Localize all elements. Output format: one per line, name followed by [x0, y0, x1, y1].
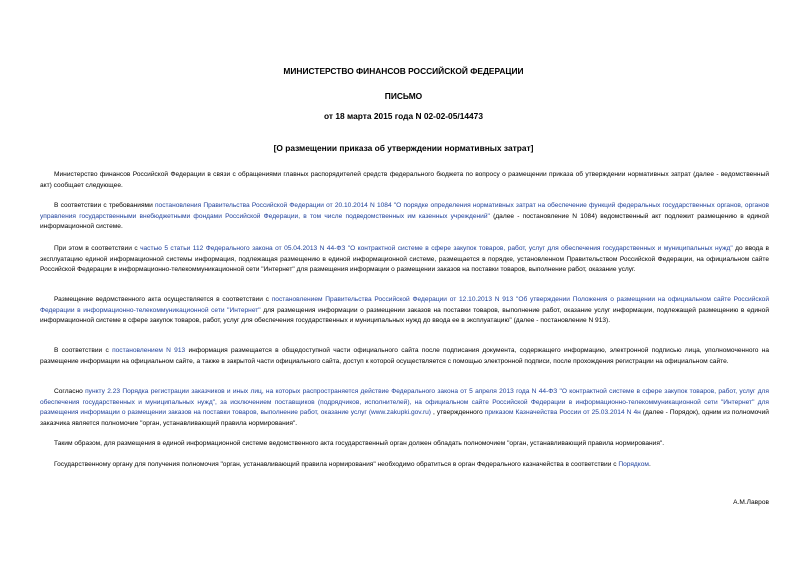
- paragraph-1-text: Министерство финансов Российской Федерации в связи с обращениями главных распорядителей средств федерального бюджета по вопросу о размещении приказа об утверждении нормативных затрат (далее - ведомственный акт) сообщает следующее.: [40, 171, 769, 189]
- paragraph-8-text-1: Государственному органу для получения полномочия "орган, устанавливающий правила нормирования" необходимо обратиться в орган Федерального казначейства в соответствии с: [54, 461, 619, 468]
- link-procedure[interactable]: Порядком: [618, 461, 649, 468]
- paragraph-2-text-1: В соответствии с требованиями: [54, 202, 155, 209]
- paragraph-7: [40, 439, 769, 450]
- paragraph-8: [40, 460, 769, 471]
- paragraph-4-text-1: Размещение ведомственного акта осуществляется в соответствии с: [54, 296, 272, 303]
- paragraph-2-text-2: (далее - постановление N 1084) ведомственный акт подлежит размещению в единой информационной системе.: [40, 212, 769, 231]
- paragraph-4: [40, 295, 769, 327]
- paragraph-3: [40, 244, 769, 276]
- paragraph-1: [40, 170, 769, 191]
- paragraph-6: [40, 387, 769, 429]
- link-decree-1084[interactable]: постановления Правительства Российской Федерации от 20.10.2014 N 1084 "О порядке определения нормативных затрат на обеспечение функций федеральных государственных органов, органов управления государственными внебюджетными фондами Российской Федерации, в том числе подведомственных им казенных учреждений": [40, 202, 770, 220]
- paragraph-6-text-1: Согласно: [54, 388, 86, 395]
- paragraph-3-text-1: При этом в соответствии с: [54, 245, 141, 252]
- paragraph-5-text-2: информация размещается в общедоступной части официального сайта после подписания документа, содержащего информацию, электронной подписью лица, уполномоченного на размещение информации на официальном сайте, а также в закрытой части официального сайта, доступ к которой осуществляется с помощью электронной подписи, после прохождения регистрации на официальном сайте.: [40, 347, 769, 365]
- signature: А.М.Лавров: [733, 499, 769, 506]
- doc-type-heading: ПИСЬМО: [384, 91, 423, 101]
- link-decree-913-short[interactable]: постановлением N 913: [112, 347, 186, 354]
- link-treasury-order-4n[interactable]: приказом Казначейства России от 25.03.2014 N 4н: [484, 409, 641, 417]
- paragraph-4-text-2: для размещения информации о размещении заказов на поставки товаров, выполнение работ, оказание услуг информации, подлежащей размещению в единой информационной системе в сфере закупок товаров, работ, услуг для обеспечения государственных и муниципальных нужд до ввода ее в эксплуатацию" (далее - постановление N 913).: [40, 306, 770, 325]
- link-law-44fz-article-112[interactable]: частью 5 статьи 112 Федерального закона от 05.04.2013 N 44-ФЗ "О контрактной системе в сфере закупок товаров, работ, услуг для обеспечения государственных и муниципальных нужд": [140, 245, 733, 252]
- paragraph-6-text-2: , утвержденного: [431, 409, 485, 417]
- paragraph-2: [40, 201, 769, 233]
- paragraph-8-text-2: .: [648, 461, 651, 468]
- paragraph-5: [40, 346, 769, 367]
- doc-subject: [О размещении приказа об утверждении нормативных затрат]: [273, 143, 534, 153]
- paragraph-6-text-3: (далее - Порядок), одним из полномочий заказчика является полномочие "орган, устанавливающий правила нормирования".: [40, 409, 769, 427]
- link-registration-procedure[interactable]: пункту 2.23 Порядка регистрации заказчиков и иных лиц, на которых распространяется действие Федерального закона от 5 апреля 2013 года N 44-ФЗ "О контрактной системе в сфере закупок товаров, работ, услуг для обеспечения государственных и муниципальных нужд", за исключением поставщиков (подрядчиков, исполнителей), на официальном сайте Российской Федерации в информационно-телекоммуникационной сети "Интернет" для размещения информации о размещении заказов на поставки товаров, выполнение работ, оказание услуг (www.zakupki.gov.ru): [40, 388, 769, 417]
- ministry-heading: МИНИСТЕРСТВО ФИНАНСОВ РОССИЙСКОЙ ФЕДЕРАЦИИ: [283, 66, 524, 76]
- paragraph-3-text-2: до ввода в эксплуатацию единой информационной системы информация, подлежащая размещению в единой информационной системе, размещается в порядке, установленном Правительством Российской Федерации, на официальном сайте Российской Федерации в информационно-телекоммуникационной сети "Интернет" для размещения информации о размещении заказов на поставки товаров, выполнение работ, оказание услуг.: [40, 245, 769, 274]
- paragraph-5-text-1: В соответствии с: [54, 347, 113, 354]
- paragraph-7-text: Таким образом, для размещения в единой информационной системе ведомственного акта государственный орган должен обладать полномочием "орган, устанавливающий правила нормирования".: [54, 440, 665, 447]
- doc-date-number: от 18 марта 2015 года N 02-02-05/14473: [324, 111, 483, 121]
- link-decree-913[interactable]: постановлением Правительства Российской Федерации от 12.10.2013 N 913 "Об утверждении Положения о размещении на официальном сайте Российской Федерации в информационно-телекоммуникационной сети "Интернет": [40, 296, 770, 314]
